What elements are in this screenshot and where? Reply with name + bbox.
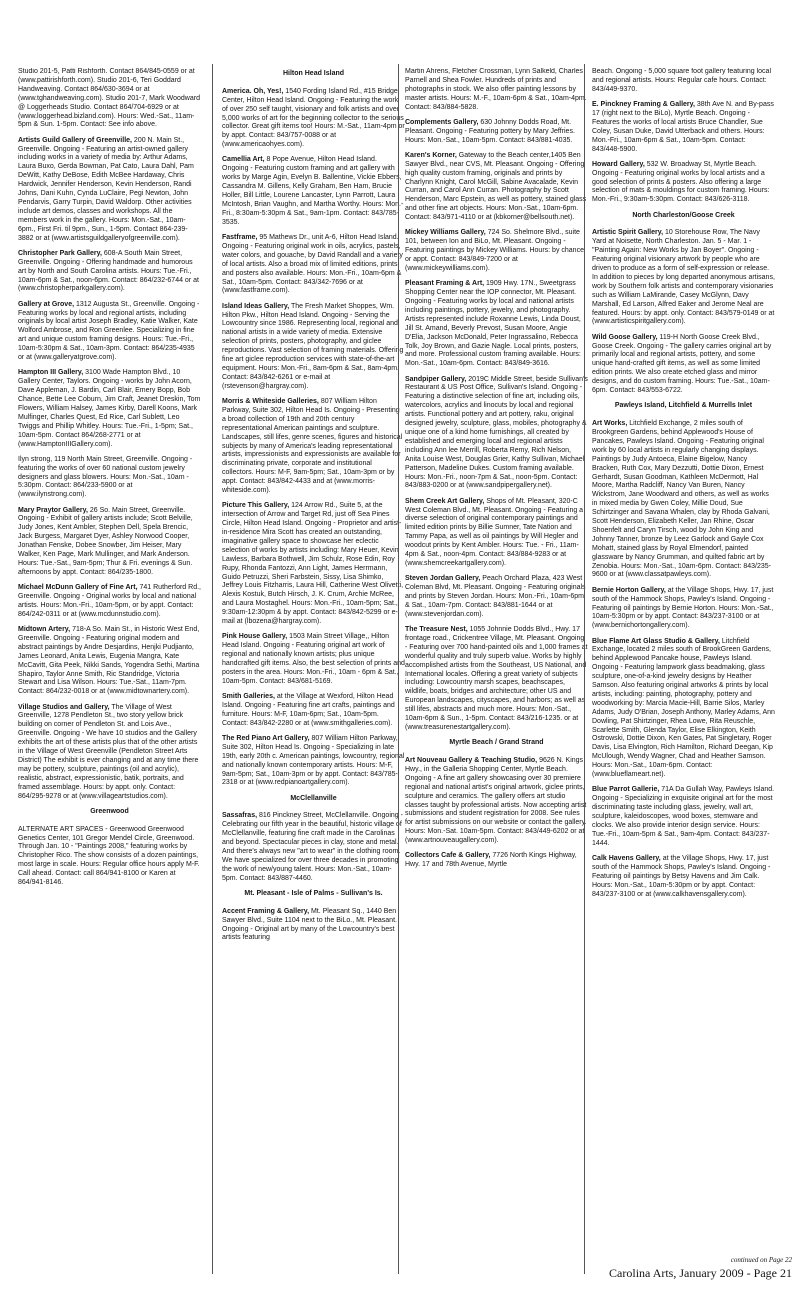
section-heading: Mt. Pleasant - Isle of Palms - Sullivan's Is. [244,889,383,897]
gallery-listing [18,137,201,244]
gallery-listing [222,502,405,627]
gallery-name: America. Oh, Yes!, [222,87,284,95]
gallery-description: 1909 Hwy. 17N., Sweetgrass Shopping Center near the IOP connector, Mt. Pleasant. Ongoing - Featuring works by local and national artists including paintings, pottery, jewelry, and photography. Artists represented include Roxanne Lewis, Linda Doust, Jill St. Amand, Beverly Prevost, Susan Moore, Angie D'Elia, Jackson McDonald, Peter Ingrassalino, Rebecca Tolk, Joy Brown, and Gazie Nagle. Local prints, posters, and more. Professional custom framing available. Hours: Mon.-Sat., 10am-6pm. Contact: 843/849-3616. [405,280,581,368]
column-divider [584,64,585,1274]
gallery-listing [222,812,405,883]
gallery-listing [592,229,775,327]
gallery-description: Martin Ahrens, Fletcher Crossman, Lynn Salkeld, Charles Parnell and Shea Fowler. Hundreds of prints and photographs in stock. We also offer painting lessons by master artists. Hours: M.-F., 10am-6pm & Sat., 10am-4pm. Contact: 843/884-5828. [405,68,587,111]
gallery-name: Accent Framing & Gallery, [222,907,310,915]
gallery-listing [405,757,588,846]
gallery-description: Ilyn strong, 119 North Main Street, Greenville. Ongoing - featuring the works of over 60 national custom jewelry designers and glass blowers. Hours: Mon.-Sat., 10am - 5:30pm. Contact: 864/233-5900 or at (www.ilynstrong.com). [18,455,193,499]
gallery-description: Studio 201-5, Patti Rishforth. Contact 864/845-0559 or at (www.pattirishforth.com). Studio 201-6, Teri Goddard Handweaving. Contact 864/630-3694 or at (www.tghandweaving.com). Studio 201-7, Mark Woodward @ Loggerheads Studio. Contact 864/704-6929 or at (www.loggerhead.bizland.com). Hours: Wed.-Sat., 11am-5pm & Sun. 1-5pm. Contact: See info above. [18,68,200,129]
gallery-listing [405,852,588,870]
gallery-listing [18,301,201,363]
gallery-name: Wild Goose Gallery, [592,333,658,341]
column-1 [18,68,201,1268]
column-divider [212,64,213,1274]
gallery-description: at the Village Shops, Hwy. 17, just south of the Hammock Shops, Pawley's Island. Ongoing - Featuring oil paintings by Bernie Horton. Hours: Mon.-Sat., 10am-5:30pm or by appt. Contact: 843/237-3100 or at (www.bernichortongallery.com). [592,586,774,630]
gallery-description: Shops of Mt. Pleasant, 320-C West Coleman Blvd., Mt. Pleasant. Ongoing - Featuring a diverse selection of original contemporary paintings and limited edition prints by Billie Sumner, Tate Nation and Tammy Papa, as well as oil paintings by Will Hegler and woodcut prints by Kent Ambler. Hours: Tue. - Fri., 11am-4pm & Sat., noon-4pm. Contact: 843/884-9283 or at (www.shemcreekartgallery.com). [405,497,584,567]
gallery-description: 718-A So. Main St., in Historic West End, Greenville. Ongoing - Featuring original modern and abstract paintings by Andre Desjardins, Henjki Pudjianto, James Leonard, Anita Lewis, Eugenia Mangra, Kate McCavitt, Gita Peek, Nikki Sands, Yogendra Sethi, Martina Shapiro, Taylor Anne Smith, Ric Standridge, Victoria Stewart and Lisa Wilson. Hours: Tue.-Sat., 11am-7pm. Contact: 864/232-0018 or at (www.midtownartery.com). [18,626,200,696]
gallery-description: The Village of West Greenville, 1278 Pendleton St., two story yellow brick building on corner of Pendleton St. and Lois Ave., Greenville. Ongoing - We have 10 studios and the Gallery exhibits the art of these artists plus that of the other artists in the Village of West Greenville (Pendleton Street Arts District) The exhibit is ever changing and at any time there may be pottery, sculpture, paintings (oil and acrylic), realistic, abstract, expressionistic, batik, portraits, and framed assemblage. Hours: by appt. only. Contact: 864/295-9278 or at (www.villageartstudios.com). [18,703,199,800]
gallery-description: 630 Johnny Dodds Road, Mt. Pleasant. Ongoing - Featuring pottery by Mary Jeffries. Hours: Mon.-Sat., 10am-5pm. Contact: 843/881-4035. [405,118,575,144]
gallery-description: 608-A South Main Street, Greenville. Ongoing - Offering handmade and humorous art by North and South Carolina artists. Hours: Tue.-Fri., 10am-6pm & Sat., noon-6pm. Contact: 864/232-6744 or at (www.christopherparkgallery.com). [18,249,199,293]
gallery-name: Shem Creek Art Gallery, [405,497,485,505]
gallery-listing [18,626,201,697]
gallery-listing [405,229,588,274]
gallery-listing [592,420,775,580]
gallery-description: 532 W. Broadway St, Myrtle Beach. Ongoing - Featuring original works by local artists and a good selection of prints & posters. Also offering a large selection of mats & mouldings for custom framing. Hours: Mon.-Fri., 9:30am-5:30pm. Contact: 843/626-3118. [592,160,770,204]
gallery-name: Art Works, [592,420,628,428]
gallery-name: Art Nouveau Gallery & Teaching Studio, [405,757,538,764]
gallery-listing [405,152,588,223]
gallery-name: Midtown Artery, [18,626,71,634]
gallery-listing [592,638,775,781]
gallery-name: Artistic Spirit Gallery, [592,229,664,237]
gallery-listing [405,626,588,733]
gallery-name: Morris & Whiteside Galleries, [222,397,319,405]
gallery-listing [18,584,201,620]
gallery-name: Sandpiper Gallery, [405,375,467,383]
gallery-description: 71A Da Gullah Way, Pawleys Island. Ongoing - Specializing in exquisite original art for the most discriminating taste including glass, jewelry, wall art, sculpture, kaleidoscopes, wood boxes, stemware and clocks. We also provide interior design service. Hours: Tue.-Fri., 10am-5pm & Sat., 9am-4pm. Contact: 843/237-1444. [592,786,775,847]
gallery-name: Karen's Korner, [405,151,457,159]
gallery-description: 95 Mathews Dr., unit A-6, Hilton Head Island. Ongoing - Featuring original work in oils, acrylics, pastels, water colors, and gouache, by David Randall and a variety of local artists. Also a broad mix of limited editions, prints and posters also available. Hours: Mon.-Fri., 10am-6pm & Sat., 10am-5pm. Contact: 843/342-7696 or at (www.fastframe.com). [222,233,403,295]
gallery-description: Peach Orchard Plaza, 423 West Coleman Blvd, Mt. Pleasant. Ongoing - Featuring originals and prints by Steven Jordan. Hours: Mon.-Fri., 10am-6pm & Sat., 10am-7pm. Contact: 843/881-1644 or at (www.stevenjordan.com). [405,575,586,618]
gallery-listing [222,303,405,392]
gallery-name: Complements Gallery, [405,118,479,126]
gallery-name: Steven Jordan Gallery, [405,575,481,583]
gallery-name: Gallery at Grove, [18,300,75,308]
gallery-description: 724 So. Shelmore Blvd., suite 101, between Ion and BiLo, Mt. Pleasant. Ongoing - Featuring paintings by Mickey Williams. Hours: by chance or appt. Contact: 843/849-7200 or at (www.mickeywilliams.com). [405,229,584,273]
gallery-listing [18,704,201,802]
gallery-name: Artists Guild Gallery of Greenville, [18,136,132,144]
gallery-listing [592,68,775,95]
gallery-description: 26 So. Main Street, Greenville. Ongoing - Exhibit of gallery artists include; Scott Belville, Judy Jones, Kent Ambler, Stephen Dell, Spela Brencic, Jack Burgess, Margaret Dyer, Ashley Norwood Cooper, Jonathan Fenske, Dobee Snowber, Jim Heiser, Mary Walker, Ken Page, Mark Mullinger, and Mark Anderson. Hours: Tue.-Sat., 9am-5pm; Thur & Fri. evenings & Sun. afternoons by appt. Contact: 864/235-1800. [18,506,193,576]
gallery-description: 9626 N. Kings Hwy., in the Galleria Shopping Center, Myrtle Beach. Ongoing - A fine art gallery showcasing over 30 premiere regional and national artist's original artwork, giclee prints, sculpture and ceramics. The gallery offers art studio classes taught by professional artists. Now accepting artist submissions and student registration for 2008. See rules for artist submissions on our website or contact the gallery. Hours: Mon.-Sat. 10am-5pm. Contact: 843/449-6202 or at (www.artnouveaugallery.com). [405,757,587,845]
gallery-description: Gateway to the Beach center,1405 Ben Sawyer Blvd., near CVS, Mt. Pleasant. Ongoing - Offering high quality custom framing, originals and prints by Charlynn Knight, Carol McGill, Sabine Avacalade, Kevin Curran, and Carol Ann Curran. Photography by Scott Henderson, Marc Epstein, as well as pottery, stained glass and other fine art objects. Hours: Mon.-Sat., 10am-6pm. Contact: 843/971-4110 or at (kbkorner@bellsouth.net). [405,151,587,222]
gallery-listing [18,250,201,295]
gallery-name: Blue Parrot Gallerie, [592,786,660,794]
gallery-name: Calk Havens Gallery, [592,854,661,862]
gallery-name: Mary Praytor Gallery, [18,506,88,514]
gallery-description: at the Village Shops, Hwy. 17, just south of the Hammock Shops, Pawley's Island. Ongoing - Featuring oil paintings by Betsy Havens and Jim Calk. Hours: Mon.-Sat., 10am-5:30pm or by appt. Contact: 843/237-3100 or at (www.calkhavensgallery.com). [592,854,771,898]
gallery-listing [592,786,775,848]
gallery-name: Blue Flame Art Glass Studio & Gallery, [592,637,720,645]
gallery-name: Hampton III Gallery, [18,369,84,377]
gallery-description: 10 Storehouse Row, The Navy Yard at Noisette, North Charleston. Jan. 5 - Mar. 1 - "Painting Again: New Works by Jan Boyer". Ongoing - Featuring original visionary artwork by people who are driven to produce as a form of self-expression or release. In addition to pieces by long departed anonymous artisans, work by Southern folk artists and contemporary visionaries such as William LaMirande, Casey McGlynn, Davy Marshall, Ed Larson, Alfred Eaker and Jerome Neal are featured. Hours: by appt. only. Contact: 843/579-0149 or at (www.artisticspiritgallery.com). [592,229,775,326]
gallery-listing [592,334,775,396]
gallery-listing [405,376,588,492]
section-heading: McClellanville [290,794,337,802]
gallery-listing [405,280,588,369]
gallery-listing [222,156,405,227]
gallery-name: Picture This Gallery, [222,502,290,510]
gallery-description: 741 Rutherford Rd., Greenville. Ongoing - Original works by local and national artists. Hours: Mon.-Fri., 10am-5pm, or by appt. Contact: 864/242-0311 or at (www.mcdunnstudio.com). [18,584,201,618]
gallery-name: Bernie Horton Gallery, [592,586,666,594]
gallery-description: 807 William Hilton Parkway, Suite 302, Hilton Head Is. Ongoing - Presenting a broad collection of 19th and 20th century representational American paintings and sculpture. Landscapes, still lifes, genre scenes, figures and historical subjects by many of America's leading representational artists, impressionists and expressionists are available for discriminating private, corporate and institutional collectors. Hours: M-F, 9am-5pm; Sat., 10am-3pm or by appt. Contact: 843/842-4433 and at (www.morris-whiteside.com). [222,397,403,495]
gallery-name: Smith Galleries, [222,692,275,700]
gallery-listing [405,119,588,146]
gallery-description: 816 Pinckney Street, McClellanville. Ongoing - Celebrating our fifth year in the beautiful, historic village of McClellanville, featuring fine craft made in the Carolinas and beyond. Spectacular pieces in clay, stone and metal. And there's always new "art to wear" in the clothing room. We have specialized for over three decades in promoting the work of new/young talent. Hours: Mon.-Sat., 10am-5pm. Contact: 843/887-4460. [222,812,403,882]
gallery-description: 1312 Augusta St., Greenville. Ongoing - Featuring works by local and regional artists, including originals by local artist Joseph Bradley, Katie Walker, Kate Wolford Ambrose, and Ron Greenlee. Specializing in fine art and unique custom framing designs. Hours: Tue.-Fri., 10am-5:30pm & Sat., 10am-3pm. Contact: 864/235-4935 or at (www.galleryatgrove.com). [18,300,200,362]
gallery-listing [405,68,588,113]
gallery-listing [222,398,405,496]
page-footer: Carolina Arts, January 2009 - Page 21 [609,1266,792,1280]
gallery-description: 8 Pope Avenue, Hilton Head Island. Ongoing - Featuring custom framing and art gallery with works by Marge Agin, Evelyn B. Ballentine, Vickie Ebbers, Cassandra M. Gillens, Kelly Graham, Ben Ham, Brucie Holler, Bill Little, Lourene Lancaster, Lynn Parrott, Laura McIntosh, Brian Vaughn, and Martha Worthy. Hours: Mon.-Fri., 8:30am-5:30pm & Sat., 9am-1pm. Contact: 843/785-3535. [222,156,404,226]
gallery-listing [592,587,775,632]
gallery-name: Camellia Art, [222,156,265,164]
column-2 [222,68,405,1268]
gallery-name: Christopher Park Gallery, [18,249,102,257]
gallery-description: Litchfield Exchange, located 2 miles south of BrookGreen Gardens, behind Applewood Pancake house, Pawleys Island. Ongoing - Featuring lampwork glass beadmaking, glass sculpture, one-of-a-kind jewelry designs by Heather Samson. Also featuring original artworks & prints by local artists, including: painting, photography, pottery and woodworking by: Marcia Macie-Hill, Barrie Silos, Marley Adams, Judy O'Brian, Joseph Anthony, Marley Adams, Ann Dowling, Pat Shirtzinger, Rhea Lowe, Rita Reuschle, Scarlette Smith, Glenda Taylor, Elise Elkington, Keith Ostrowski, Dottie Dixon, Ken Gates, Pat Singletary, Roger Davis, Lisa Elvington, Rich Hamilton, Richard Deegan, Kip McUlough, Wendy Wagner, Chad and Heather Samson. Hours: Mon.-Sat., 10am-6pm. Contact: (www.blueflameart.net). [592,637,775,779]
gallery-listing [18,507,201,578]
gallery-description: 1503 Main Street Village,, Hilton Head Island. Ongoing - Featuring original art work of regional and nationally known artists; plus unique handcrafted gift items. Also, the best selection of prints and posters in the area. Hours: Mon.-Fri., 10am - 6pm & Sat., 10am-5pm. Contact: 843/681-5169. [222,633,405,685]
gallery-description: Beach. Ongoing - 5,000 square foot gallery featuring local and regional artists. Hours: Regular cafe hours. Contact: 843/449-9370. [592,68,772,93]
gallery-name: E. Pinckney Framing & Gallery, [592,101,695,109]
gallery-listing [18,68,201,130]
section-heading: Greenwood [90,807,129,815]
gallery-name: Pink House Gallery, [222,633,288,641]
gallery-listing [222,88,405,150]
gallery-listing [222,234,405,296]
gallery-name: Village Studios and Gallery, [18,703,110,711]
gallery-description: 2019C Middle Street, beside Sullivan's Restaurant & US Post Office, Sullivan's Island. Ongoing - Featuring a distinctive selection of fine art, including oils, watercolors, acrylics and linocuts by local and regional artists. Functional pottery and art pottery, raku, original designed jewelry, sculpture, glass, mobiles, photography & unique one of a kind home furnishings, all created by established and emerging local and regional artists including Ann lee Merrill, Roberta Remy, Rich Nelson, Anita Louise West, Douglas Grier, Kathy Sullivan, Michael Patterson, Madeline Dukes. Custom framing available. Hours: Mon.-Fri., noon-7pm & Sat., noon-5pm. Contact: 843/883-0200 or at (www.sandpipergallery.net). [405,375,588,490]
gallery-name: Mickey Williams Gallery, [405,229,486,237]
gallery-description: 7726 North Kings Highway, Hwy. 17 and 78th Avenue, Myrtle [405,852,577,869]
gallery-listing [18,369,201,449]
gallery-listing [222,693,405,729]
column-3 [405,68,588,1268]
gallery-name: Collectors Cafe & Gallery, [405,852,491,860]
gallery-listing [222,735,405,788]
section-heading: Myrtle Beach / Grand Strand [449,739,544,747]
gallery-listing [222,908,405,944]
gallery-name: Fastframe, [222,233,258,241]
gallery-description: 38th Ave N. and By-pass 17 (right next to the BiLo), Myrtle Beach. Ongoing - Features the works of local artists Bruce Chandler, Sue Coley, Susan Duke, David Utterback and others. Hours: Mon.-Fri., 10am-6pm & Sat., 10am-5pm. Contact: 843/448-5900. [592,101,774,153]
gallery-description: 1055 Johnnie Dodds Blvd., Hwy. 17 frontage road., Crickentree Village, Mt. Pleasant. Ongoing - Featuring over 700 hand-painted oils and 1,000 frames at wonderful quality and truly superb value. Works by highly accomplished artists from the Southeast, US National, and International locales. Offering a great variety of subjects including: Lowcountry marsh scapes, beachscapes, wildlife, boats, bridges and architecture; other US and European landscapes, cityscapes, and harbors; as well as still lifes, abstracts and much more. Hours: Mon.-Sat., 10am-6pm & Sun., 1-5pm. Contact: 843/216-1235. or at (www.treasurenestartgallery.com). [405,626,588,731]
gallery-description: 200 N. Main St., Greenville. Ongoing - Featuring an artist-owned gallery including works in a variety of media by: Arthur Adams, Laura Buxo, Gerda Bowman, Pat Cato, Laura Dahl, Pam DeWitt, Kathy DeBose, Edith McBee Hardaway, Chris Hardwick, Jennifer Henderson, Kevin Henderson, Randi Johns, Dani Kuhn, Cynda LuClaire, Pegi Newton, John Pendarvis, Garry Turpin, David Waldorp. Other activities include art demos, classes and workshops. All the members work in the gallery. Hours: Mon.-Sat., 10am-6pm., First Fri. til 9pm., Sun., 1-5pm. Contact 864-239-3882 or at (www.artistsguildgalleryofgreenville.com). [18,136,194,242]
gallery-name: The Red Piano Art Gallery, [222,734,310,742]
gallery-description: Litchfield Exchange, 2 miles south of Brookgreen Gardens, behind Applewood's House of Pancakes, Pawleys Island. Ongoing - Featuring original work by 60 local artists in regularly changing displays. Paintings by Judy Antoeca, Elaine Bigelow, Nancy Bracken, Ruth Cox, Mary Dezzutti, Dottie Dixon, Ernest Gerhardt, Susan Goodman, Kathleen McDermott, Hal Moore, Martha Radcliff, Nancy Van Buren, Nancy Wickstrom, Jane Woodward and others, as well as works in mixed media by Gwen Coley, Millie Doud, Sue Schirtzinger and Savana Whalen, clay by Rhoda Galvani, Scott Henderson, Elizabeth Keller, Jan Rhine, Oscar Shoenfelt and Caryn Tirsch, wood by John King and Johnny Tanner, bronze by Leez Garlock and Gayle Cox Mohatt, stained glass by Royal Elmendorf, painted glassware by Nancy Grumman, and quilted fabric art by Zenobia. Hours: Mon.-Sat., 10am-6pm. Contact: 843/235-9600 or at (www.classatpawleys.com). [592,420,771,579]
gallery-description: Mt. Pleasant Sq., 1440 Ben Sawyer Blvd., Suite 1104 next to the BiLo., Mt. Pleasant. Ongoing - Original art by many of the Lowcountry's best artists featuring [222,907,397,942]
gallery-listing [592,855,775,900]
section-heading: Hilton Head Island [282,70,345,77]
gallery-listing [405,498,588,569]
gallery-name: Sassafras, [222,812,258,820]
column-4 [592,68,775,1268]
gallery-listing [18,826,201,888]
gallery-listing [222,633,405,686]
gallery-listing [592,101,775,154]
gallery-listing [18,456,201,501]
gallery-description: The Fresh Market Shoppes, Wm. Hilton Pkw., Hilton Head Island. Ongoing - Serving the Lowcountry since 1986. Representing local, regional and national artists in a wide variety of media. Extensive selection of prints, posters, photography, and giclee reproductions. Vast selection of framing materials. Offering fine art giclee reproduction services with state-of-the-art equipment. Hours: Mon.-Fri., 8am-6pm & Sat., 8am-4pm. Contact: 843/842-6261 or e-mail at (rstevenson@hargray.com). [222,302,404,390]
column-divider [398,64,399,1274]
gallery-name: Pleasant Framing & Art, [405,280,485,288]
gallery-description: 3100 Wade Hampton Blvd., 10 Gallery Center, Taylors. Ongoing - works by John Acorn, Dave Appleman, J. Bardin, Carl Blair, Emery Bopp, Bob Chance, Bette Lee Coburn, Jim Craft, Jeanet Dreskin, Tom Flowers, William Halsey, James Kirby, Darell Koons, Mark Mulfinger, Charles Quest, Ed Rice, Carl Sublett, Leo Twiggs and Phillip Whitley. Hours: Tue.-Fri., 1-5pm; Sat., 10am-5pm. Contact 864/268-2771 or at (www.HamptonIIIGallery.com). [18,369,201,448]
gallery-listing [405,575,588,620]
continued-note: continued on Page 22 [730,1256,792,1264]
gallery-name: Howard Gallery, [592,160,645,168]
gallery-description: 124 Arrow Rd., Suite 5, at the intersection of Arrow and Target Rd, just off Sea Pines Circle, Hilton Head Island. Ongoing - Proprietor and artist-in-residence Mira Scott has created an outstanding, imaginative gallery space to showcase her eclectic selection of works by artists including: Mary Heuer, Kevin Lawless, Barbara Bothwell, Jim Schulz, Rose Edin, Roy Rupy, Rhonda Fantozzi, Ann Light, James Herrmann, Guido Petruzzi, Sheri Farbstein, Sissy, Lisa Shimko, Jeffrey Louis Fitzharris, Laura Hill, Catherine West Olivetti, Alexis Kostuk, Butch Hirsch, J. K. Crum, Archie McRee, and Laura Mostaghel. Hours: Mon.-Fri., 10am-5pm; Sat., 9:30am-12:30pm & by appt. Contact: 843/842-5299 or e-mail at (lbozena@hargray.com). [222,502,404,626]
gallery-description: 119-H North Goose Creek Blvd., Goose Creek. Ongoing - The gallery carries original art by primarily local and regional artists, pottery, and some unique hand-crafted gift items, as well as some limited edition prints. We also create etched glass and mirror designs, and do custom framing. Hours: Tue.-Sat., 10am-6pm. Contact: 843/553-6722. [592,333,772,395]
gallery-name: Island Ideas Gallery, [222,302,290,310]
section-heading: North Charleston/Goose Creek [632,211,735,219]
gallery-description: at the Village at Wexford, Hilton Head Island. Ongoing - Featuring fine art crafts, paintings and furniture. Hours: M-F, 10am-6pm; Sat., 10am-5pm. Contact: 843/842-2280 or at (www.smithgalleries.com). [222,692,395,727]
gallery-name: Michael McDunn Gallery of Fine Art, [18,584,138,592]
section-heading: Pawleys Island, Litchfield & Murrells Inlet [614,402,753,410]
gallery-listing [592,161,775,206]
gallery-description: ALTERNATE ART SPACES - Greenwood Greenwood Genetics Center, 101 Gregor Mendel Circle, Greenwood. Through Jan. 10 - "Paintings 2008," featuring works by Christopher Rico. The show consists of a dozen paintings, most large in scale. Hours: Regular office hours apply M-F. Call ahead. Contact: call 864/941-8100 or Karen at 864/941-8146. [18,825,200,887]
gallery-description: 1540 Fording Island Rd., #15 Bridge Center, Hilton Head Island. Ongoing - Featuring the work of over 250 self taught, visionary and folk artists and over 5,000 works of art for the beginning collector to the serious collector. Great gift items too! Hours: M.-Sat., 11am-4pm or by appt. Contact: 843/757-0088 or at (www.americaohyes.com). [222,87,405,149]
gallery-description: 807 William Hilton Parkway, Suite 302, Hilton Head Is. Ongoing - Specializing in late 19th, early 20th c. American paintings, lowcountry, regional and nationally known contemporary artists. Hours: M-F, 9am-5pm; Sat., 10am-3pm or by appt. Contact: 843/785-2318 or at (www.redpianoartgallery.com). [222,734,405,787]
gallery-name: The Treasure Nest, [405,626,468,634]
